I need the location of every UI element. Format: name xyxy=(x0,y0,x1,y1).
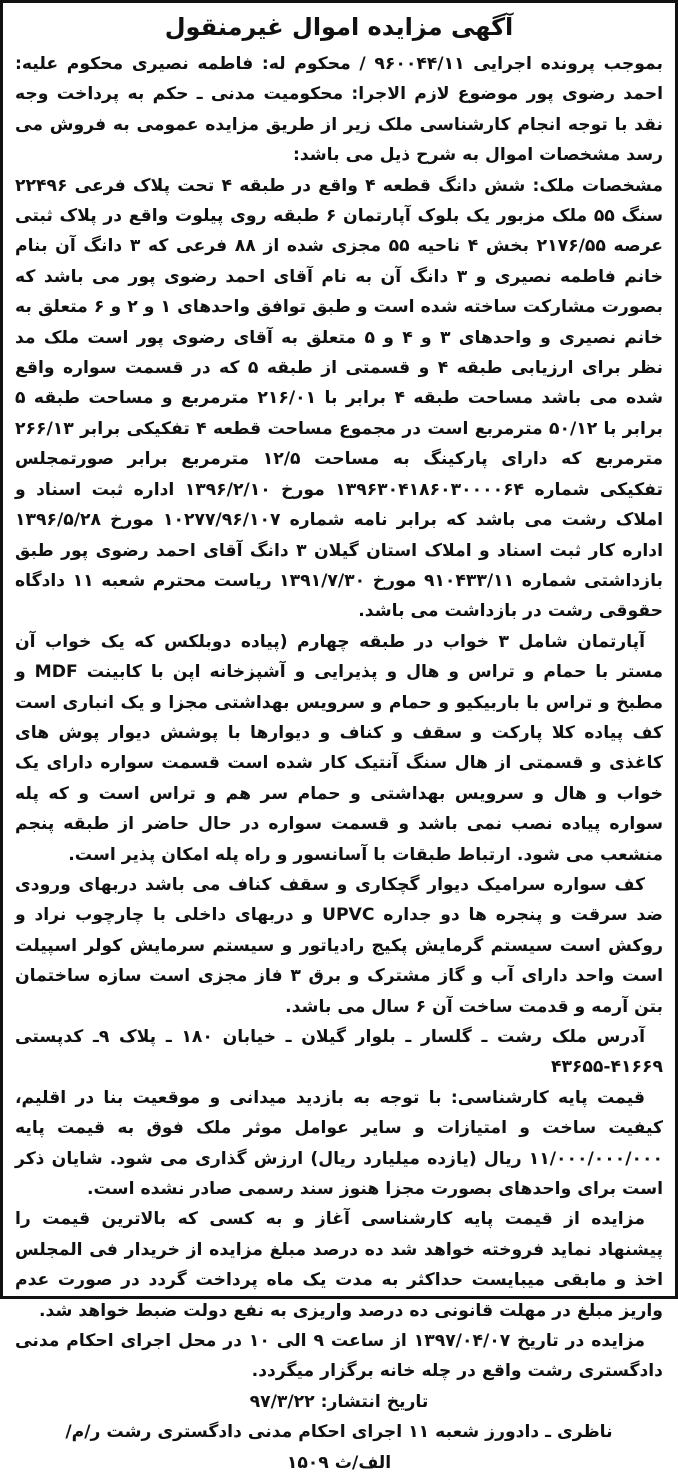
base-price: قیمت پایه کارشناسی: با توجه به بازدید میدانی و موقعیت بنا در اقلیم، کیفیت ساخت و امتیازات و سایر عوامل موثر ملک فوق به قیمت پایه ۱۱/۰۰۰/۰۰۰/۰۰۰ ریال (یازده میلیارد ریال) ارزش گذاری می شود. شایان ذکر است برای واحدهای بصورت مجزا هنوز سند رسمی صادر نشده است. xyxy=(15,1087,663,1200)
signature: ناظری ـ دادورز شعبه ۱۱ اجرای احکام مدنی دادگستری رشت ر/م/ xyxy=(65,1422,613,1443)
reference-code: الف/ث ۱۵۰۹ xyxy=(286,1452,392,1473)
notice-title: آگهی مزایده اموال غیرمنقول xyxy=(164,13,514,41)
notice-intro: بموجب پرونده اجرایی ۹۶۰۰۴۴/۱۱ / محکوم له: فاطمه نصیری محکوم علیه: احمد رضوی پور موضوع لازم الاجرا: محکومیت مدنی ـ حکم به پرداخت وجه نقد با توجه انجام کارشناسی ملک زیر از طریق مزایده عمومی به فروش می رسد مشخصات اموال به شرح ذیل می باشد: xyxy=(15,54,663,166)
apartment-description: آپارتمان شامل ۳ خواب در طبقه چهارم (پیاده دوبلکس که یک خواب آن مستر با حمام و تراس و هال و پذیرایی و آشپزخانه اپن با کابینت MDF و مطبخ و تراس با باربیکیو و حمام و سرویس بهداشتی مجزا و یک انباری است کف پیاده کلا پارکت و سقف و کناف و دیوارها با پوشش دیوار پوش های کاغذی و قسمتی از هال سنگ آنتیک کار شده است قسمت سواره دارای یک خواب و هال و سرویس بهداشتی و حمام سر هم و تراس است و که پله سواره پیاده نصب نمی باشد و قسمت سواره در حال حاضر از طبقه پنجم منشعب می شود. ارتباط طبقات با آسانسور و راه پله امکان پذیر است. xyxy=(15,631,663,865)
property-address: آدرس ملک رشت ـ گلسار ـ بلوار گیلان ـ خیابان ۱۸۰ ـ پلاک ۹ـ کدپستی ۴۱۶۶۹-۴۳۶۵۵ xyxy=(15,1027,663,1078)
auction-terms: مزایده از قیمت پایه کارشناسی آغاز و به کسی که بالاترین قیمت را پیشنهاد نماید فروخته خواهد شد ده درصد مبلغ مزایده از خریدار فی المجلس اخذ و مابقی میبایست حداکثر به مدت یک ماه پرداخت گردد در صورت عدم واریز مبلغ در مهلت قانونی ده درصد واریزی به نفع دولت ضبط خواهد شد. xyxy=(15,1209,663,1321)
finishes-description: کف سواره سرامیک دیوار گچکاری و سقف کناف می باشد دربهای ورودی ضد سرقت و پنجره ها دو جداره UPVC و دربهای داخلی با چارچوب نراد و روکش است سیستم گرمایش پکیج رادیاتور و سیستم سرمایش کولر اسپیلت است واحد دارای آب و گاز مشترک و برق ۳ فاز مجزی است سازه ساختمان بتن آرمه و قدمت ساخت آن ۶ سال می باشد. xyxy=(15,874,663,1017)
auction-schedule: مزایده در تاریخ ۱۳۹۷/۰۴/۰۷ از ساعت ۹ الی ۱۰ در محل اجرای احکام مدنی دادگستری رشت واقع در چله خانه برگزار میگردد. xyxy=(15,1331,663,1382)
publish-date: تاریخ انتشار: ۹۷/۳/۲۲ xyxy=(249,1391,429,1412)
property-specs: مشخصات ملک: شش دانگ قطعه ۴ واقع در طبقه ۴ تحت پلاک فرعی ۲۲۴۹۶ سنگ ۵۵ ملک مزبور یک بلوک آپارتمان ۶ طبقه روی پیلوت واقع در پلاک ثبتی عرصه ۲۱۷۶/۵۵ بخش ۴ ناحیه ۵۵ مجزی شده از ۸۸ فرعی که ۳ دانگ آن بنام خانم فاطمه نصیری و ۳ دانگ آن به نام آقای احمد رضوی پور می باشد که بصورت مشارکت ساخته شده است و طبق توافق واحدهای ۱ و ۲ و ۶ متعلق به خانم نصیری و واحدهای ۳ و ۴ و ۵ متعلق به آقای رضوی پور است ملک مد نظر برای ارزیابی طبقه ۴ و قسمتی از طبقه ۵ که در قسمت سواره واقع شده می باشد مساحت طبقه ۴ برابر با ۲۱۶/۰۱ مترمربع و مساحت طبقه ۵ برابر با ۵۰/۱۲ مترمربع است در مجموع مساحت قطعه ۴ تفکیکی برابر ۲۶۶/۱۳ مترمربع که دارای پارکینگ به مساحت ۱۲/۵ مترمربع برابر صورتمجلس تفکیکی شماره ۱۳۹۶۳۰۴۱۸۶۰۳۰۰۰۰۶۴ مورخ ۱۳۹۶/۲/۱۰ اداره ثبت اسناد و املاک رشت می باشد که برابر نامه شماره ۱۰۲۷۷/۹۶/۱۰۷ مورخ ۱۳۹۶/۵/۲۸ اداره کار ثبت اسناد و املاک استان گیلان ۳ دانگ آقای احمد رضوی پور طبق بازداشتی شماره ۹۱۰۴۳۳/۱۱ مورخ ۱۳۹۱/۷/۳۰ ریاست محترم شعبه ۱۱ دادگاه حقوقی رشت در بازداشت می باشد. xyxy=(15,175,664,622)
